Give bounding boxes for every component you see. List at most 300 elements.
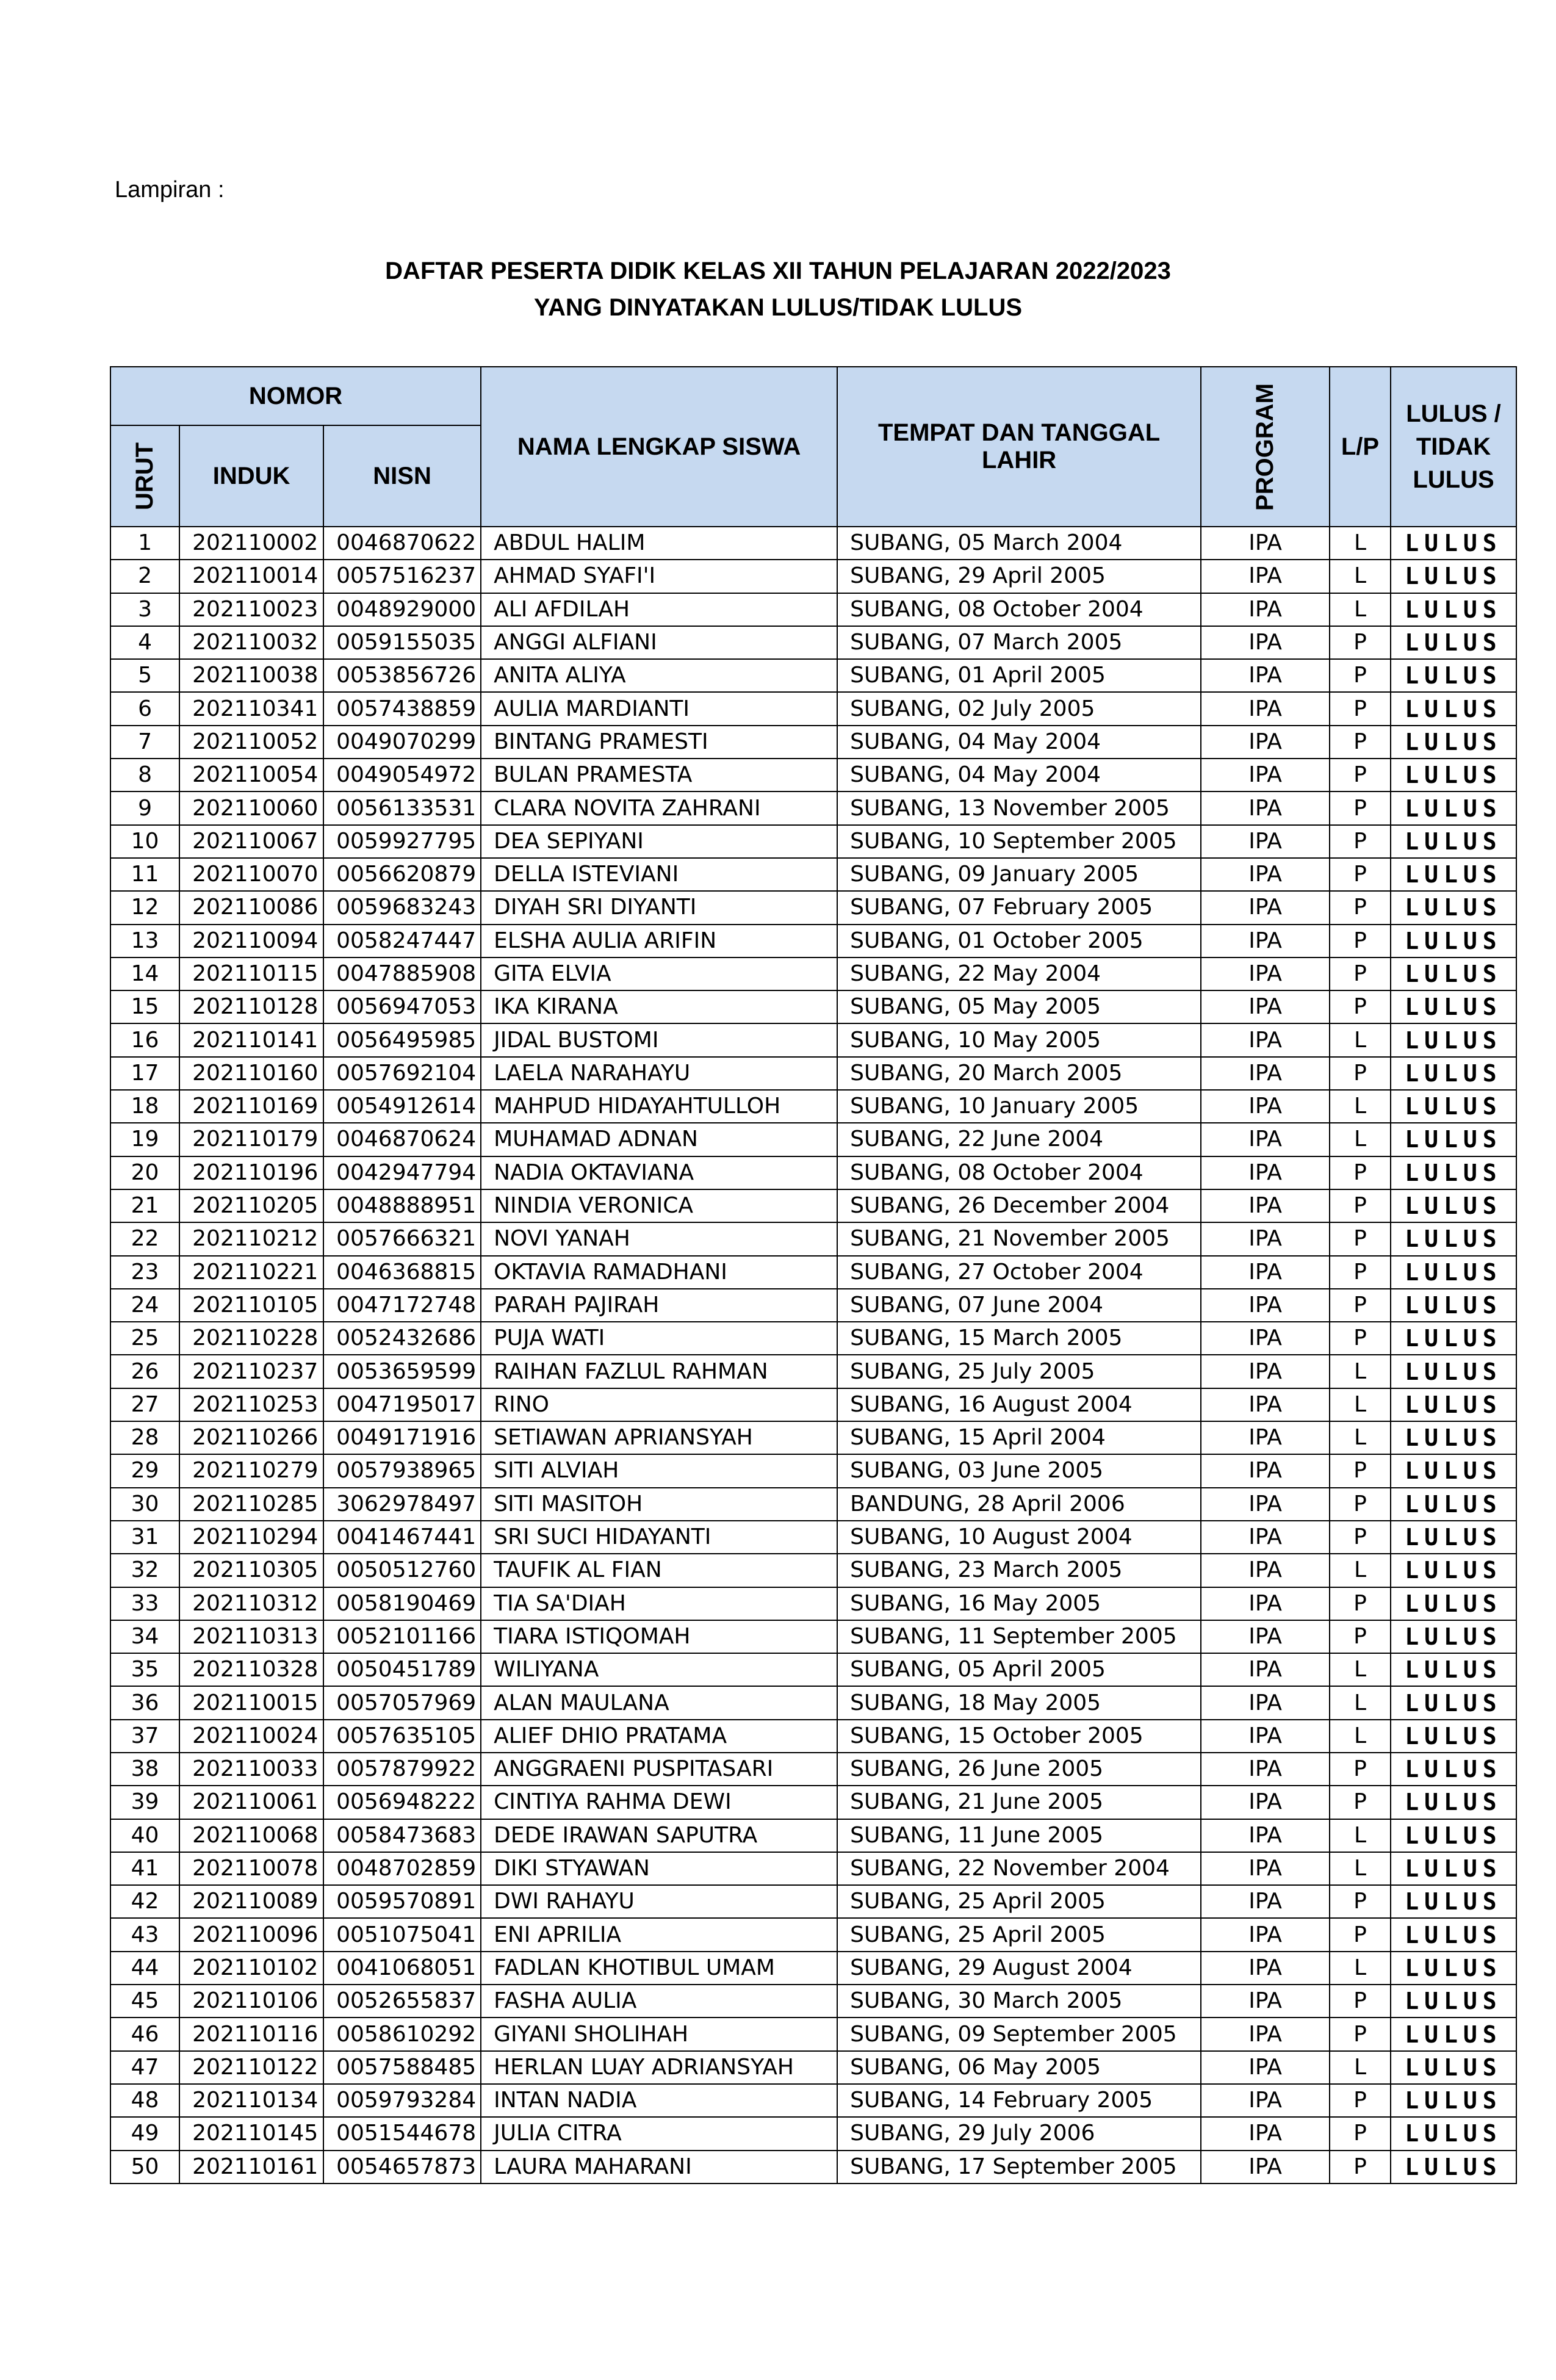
header-status [1391,367,1516,527]
row-nisn: 0053856726 [323,659,481,692]
row-nisn: 0058610292 [323,2018,481,2050]
row-nisn: 0056947053 [323,990,481,1023]
row-induk: 202110196 [179,1156,323,1189]
row-nisn: 0049054972 [323,759,481,792]
row-ttl: SUBANG, 15 March 2005 [837,1322,1201,1355]
row-urut: 4 [110,626,179,659]
row-program: IPA [1201,925,1330,957]
row-urut: 37 [110,1720,179,1753]
row-nama: OKTAVIA RAMADHANI [481,1256,837,1289]
row-urut: 35 [110,1653,179,1686]
row-nama: TIA SA'DIAH [481,1587,837,1620]
table-row [110,659,1516,692]
row-lp: L [1330,1819,1391,1852]
row-nama: ALIEF DHIO PRATAMA [481,1720,837,1753]
row-ttl: SUBANG, 10 May 2005 [837,1023,1201,1056]
row-induk: 202110161 [179,2151,323,2183]
row-nama: SITI MASITOH [481,1488,837,1521]
row-lp: P [1330,1256,1391,1289]
row-nisn: 0048702859 [323,1852,481,1885]
table-row [110,990,1516,1023]
row-program: IPA [1201,1023,1330,1056]
row-nisn: 0058247447 [323,925,481,957]
row-nama: JULIA CITRA [481,2117,837,2150]
row-nisn: 0050451789 [323,1653,481,1686]
row-lp: P [1330,2084,1391,2117]
row-nisn: 0057516237 [323,560,481,593]
row-urut: 18 [110,1090,179,1123]
row-nama: GITA ELVIA [481,957,837,990]
row-lp: L [1330,1123,1391,1156]
row-program: IPA [1201,1686,1330,1719]
row-status: LULUS [1391,593,1516,626]
row-nama: AULIA MARDIANTI [481,692,837,725]
row-induk: 202110096 [179,1918,323,1951]
row-urut: 33 [110,1587,179,1620]
row-induk: 202110106 [179,1985,323,2018]
table-row [110,1587,1516,1620]
row-induk: 202110015 [179,1686,323,1719]
row-status: LULUS [1391,1222,1516,1255]
table-row [110,1554,1516,1587]
header-nama: NAMA LENGKAP SISWA [481,367,837,527]
row-urut: 23 [110,1256,179,1289]
table-row [110,1786,1516,1819]
header-program [1201,367,1330,527]
row-nisn: 0046368815 [323,1256,481,1289]
table-row [110,957,1516,990]
table-row [110,2051,1516,2084]
table-row [110,527,1516,560]
row-lp: P [1330,1222,1391,1255]
row-urut: 29 [110,1454,179,1487]
row-urut: 7 [110,726,179,759]
row-ttl: SUBANG, 08 October 2004 [837,1156,1201,1189]
row-status: LULUS [1391,527,1516,560]
row-nisn: 0059155035 [323,626,481,659]
row-induk: 202110023 [179,593,323,626]
table-row [110,891,1516,924]
row-lp: L [1330,1421,1391,1454]
table-row [110,1189,1516,1222]
row-ttl: SUBANG, 05 May 2005 [837,990,1201,1023]
row-lp: P [1330,825,1391,858]
row-urut: 48 [110,2084,179,2117]
header-status-line1: LULUS / [1406,400,1501,427]
row-program: IPA [1201,1753,1330,1786]
header-lp: L/P [1330,367,1391,527]
header-nomor: NOMOR [110,367,481,425]
row-lp: L [1330,527,1391,560]
attachment-label: Lampiran : [115,177,225,203]
row-ttl: SUBANG, 11 June 2005 [837,1819,1201,1852]
row-status: LULUS [1391,1985,1516,2018]
row-nisn: 0054912614 [323,1090,481,1123]
row-ttl: SUBANG, 18 May 2005 [837,1686,1201,1719]
row-urut: 36 [110,1686,179,1719]
row-status: LULUS [1391,1852,1516,1885]
row-nama: INTAN NADIA [481,2084,837,2117]
row-status: LULUS [1391,1488,1516,1521]
row-induk: 202110341 [179,692,323,725]
row-ttl: SUBANG, 15 October 2005 [837,1720,1201,1753]
row-ttl: SUBANG, 22 May 2004 [837,957,1201,990]
row-lp: P [1330,659,1391,692]
row-nisn: 0046870622 [323,527,481,560]
row-lp: L [1330,560,1391,593]
row-program: IPA [1201,527,1330,560]
row-ttl: SUBANG, 29 August 2004 [837,1952,1201,1985]
row-nama: CLARA NOVITA ZAHRANI [481,792,837,824]
row-ttl: SUBANG, 10 August 2004 [837,1521,1201,1554]
table-row [110,1256,1516,1289]
row-program: IPA [1201,726,1330,759]
row-ttl: SUBANG, 23 March 2005 [837,1554,1201,1587]
row-program: IPA [1201,2018,1330,2050]
row-nama: DEA SEPIYANI [481,825,837,858]
row-induk: 202110024 [179,1720,323,1753]
row-induk: 202110060 [179,792,323,824]
row-lp: P [1330,1918,1391,1951]
row-induk: 202110205 [179,1189,323,1222]
row-induk: 202110078 [179,1852,323,1885]
row-nama: RAIHAN FAZLUL RAHMAN [481,1355,837,1388]
row-nama: PARAH PAJIRAH [481,1289,837,1322]
row-program: IPA [1201,1189,1330,1222]
table-row [110,2018,1516,2050]
row-induk: 202110002 [179,527,323,560]
row-nisn: 0058190469 [323,1587,481,1620]
row-ttl: SUBANG, 07 March 2005 [837,626,1201,659]
row-induk: 202110279 [179,1454,323,1487]
table-row [110,1653,1516,1686]
table-row [110,560,1516,593]
row-status: LULUS [1391,825,1516,858]
row-lp: P [1330,1488,1391,1521]
table-row [110,1985,1516,2018]
table-row [110,1454,1516,1487]
row-urut: 14 [110,957,179,990]
row-nisn: 0047195017 [323,1388,481,1421]
row-urut: 5 [110,659,179,692]
table-row [110,1521,1516,1554]
row-program: IPA [1201,1819,1330,1852]
row-program: IPA [1201,1421,1330,1454]
row-status: LULUS [1391,1620,1516,1653]
row-urut: 31 [110,1521,179,1554]
table-row [110,1057,1516,1090]
table-row [110,2117,1516,2150]
row-ttl: SUBANG, 09 September 2005 [837,2018,1201,2050]
row-induk: 202110038 [179,659,323,692]
row-nama: DIYAH SRI DIYANTI [481,891,837,924]
row-status: LULUS [1391,726,1516,759]
row-program: IPA [1201,659,1330,692]
table-row [110,1885,1516,1918]
row-status: LULUS [1391,1156,1516,1189]
row-induk: 202110122 [179,2051,323,2084]
row-urut: 34 [110,1620,179,1653]
student-table [110,366,1517,2184]
row-nama: ENI APRILIA [481,1918,837,1951]
row-nama: FADLAN KHOTIBUL UMAM [481,1952,837,1985]
row-program: IPA [1201,1123,1330,1156]
row-ttl: SUBANG, 29 April 2005 [837,560,1201,593]
row-nama: NADIA OKTAVIANA [481,1156,837,1189]
row-ttl: SUBANG, 10 September 2005 [837,825,1201,858]
row-status: LULUS [1391,1388,1516,1421]
row-induk: 202110102 [179,1952,323,1985]
row-program: IPA [1201,759,1330,792]
row-program: IPA [1201,560,1330,593]
row-ttl: SUBANG, 16 May 2005 [837,1587,1201,1620]
row-lp: P [1330,2117,1391,2150]
row-program: IPA [1201,891,1330,924]
row-status: LULUS [1391,858,1516,891]
row-lp: L [1330,1554,1391,1587]
table-row [110,1156,1516,1189]
row-urut: 16 [110,1023,179,1056]
row-urut: 49 [110,2117,179,2150]
row-lp: L [1330,1720,1391,1753]
table-row [110,1388,1516,1421]
table-row [110,1123,1516,1156]
row-urut: 21 [110,1189,179,1222]
row-lp: P [1330,1322,1391,1355]
row-urut: 47 [110,2051,179,2084]
row-induk: 202110094 [179,925,323,957]
row-urut: 19 [110,1123,179,1156]
row-nama: TIARA ISTIQOMAH [481,1620,837,1653]
table-row [110,1918,1516,1951]
row-status: LULUS [1391,1322,1516,1355]
row-status: LULUS [1391,957,1516,990]
row-program: IPA [1201,1156,1330,1189]
row-nisn: 0051075041 [323,1918,481,1951]
row-lp: L [1330,1355,1391,1388]
table-row [110,925,1516,957]
row-lp: P [1330,858,1391,891]
row-status: LULUS [1391,1786,1516,1819]
table-row [110,1023,1516,1056]
row-program: IPA [1201,2084,1330,2117]
row-induk: 202110086 [179,891,323,924]
row-program: IPA [1201,1454,1330,1487]
row-status: LULUS [1391,560,1516,593]
row-ttl: SUBANG, 09 January 2005 [837,858,1201,891]
row-lp: P [1330,1521,1391,1554]
row-nama: ANGGI ALFIANI [481,626,837,659]
row-induk: 202110313 [179,1620,323,1653]
row-program: IPA [1201,692,1330,725]
row-induk: 202110145 [179,2117,323,2150]
row-urut: 38 [110,1753,179,1786]
row-status: LULUS [1391,1720,1516,1753]
row-nama: DWI RAHAYU [481,1885,837,1918]
row-status: LULUS [1391,759,1516,792]
header-nisn: NISN [323,425,481,527]
row-ttl: SUBANG, 16 August 2004 [837,1388,1201,1421]
header-program-label: PROGRAM [1252,383,1279,511]
header-ttl: TEMPAT DAN TANGGAL LAHIR [837,367,1201,527]
row-nama: ALI AFDILAH [481,593,837,626]
row-nama: CINTIYA RAHMA DEWI [481,1786,837,1819]
row-program: IPA [1201,2051,1330,2084]
row-nama: NINDIA VERONICA [481,1189,837,1222]
row-program: IPA [1201,1057,1330,1090]
row-nisn: 0057635105 [323,1720,481,1753]
row-urut: 50 [110,2151,179,2183]
table-row [110,1289,1516,1322]
row-urut: 43 [110,1918,179,1951]
row-nama: AHMAD SYAFI'I [481,560,837,593]
row-urut: 8 [110,759,179,792]
row-nisn: 0057879922 [323,1753,481,1786]
row-program: IPA [1201,957,1330,990]
row-urut: 25 [110,1322,179,1355]
table-row [110,858,1516,891]
row-induk: 202110253 [179,1388,323,1421]
row-ttl: SUBANG, 11 September 2005 [837,1620,1201,1653]
row-urut: 12 [110,891,179,924]
row-nisn: 0052432686 [323,1322,481,1355]
row-urut: 46 [110,2018,179,2050]
row-program: IPA [1201,626,1330,659]
row-nisn: 0056133531 [323,792,481,824]
row-nisn: 0059927795 [323,825,481,858]
header-induk: INDUK [179,425,323,527]
row-ttl: SUBANG, 07 June 2004 [837,1289,1201,1322]
row-program: IPA [1201,593,1330,626]
row-program: IPA [1201,1355,1330,1388]
row-program: IPA [1201,1488,1330,1521]
row-program: IPA [1201,2151,1330,2183]
table-row [110,825,1516,858]
row-lp: P [1330,1156,1391,1189]
row-nama: ALAN MAULANA [481,1686,837,1719]
row-ttl: BANDUNG, 28 April 2006 [837,1488,1201,1521]
table-row [110,1753,1516,1786]
row-program: IPA [1201,1852,1330,1885]
row-lp: L [1330,1090,1391,1123]
row-status: LULUS [1391,925,1516,957]
row-ttl: SUBANG, 22 November 2004 [837,1852,1201,1885]
row-program: IPA [1201,1090,1330,1123]
table-row [110,2084,1516,2117]
row-nama: MUHAMAD ADNAN [481,1123,837,1156]
row-nisn: 0056620879 [323,858,481,891]
row-ttl: SUBANG, 26 December 2004 [837,1189,1201,1222]
row-lp: P [1330,1057,1391,1090]
row-program: IPA [1201,1587,1330,1620]
row-status: LULUS [1391,792,1516,824]
row-nisn: 0048929000 [323,593,481,626]
row-urut: 20 [110,1156,179,1189]
table-row [110,792,1516,824]
table-row [110,1222,1516,1255]
row-status: LULUS [1391,2051,1516,2084]
row-nisn: 0057057969 [323,1686,481,1719]
table-row [110,759,1516,792]
row-ttl: SUBANG, 01 October 2005 [837,925,1201,957]
row-nisn: 0054657873 [323,2151,481,2183]
row-urut: 1 [110,527,179,560]
row-program: IPA [1201,1985,1330,2018]
row-lp: P [1330,1786,1391,1819]
row-induk: 202110128 [179,990,323,1023]
row-lp: P [1330,759,1391,792]
table-row [110,1090,1516,1123]
row-lp: P [1330,891,1391,924]
row-induk: 202110061 [179,1786,323,1819]
row-induk: 202110169 [179,1090,323,1123]
row-nisn: 0042947794 [323,1156,481,1189]
row-induk: 202110105 [179,1289,323,1322]
table-row [110,1686,1516,1719]
row-lp: P [1330,792,1391,824]
row-urut: 6 [110,692,179,725]
row-nisn: 0056948222 [323,1786,481,1819]
row-induk: 202110134 [179,2084,323,2117]
row-lp: P [1330,1587,1391,1620]
row-status: LULUS [1391,1057,1516,1090]
document-title: DAFTAR PESERTA DIDIK KELAS XII TAHUN PELAJARAN 2022/2023 [385,258,1171,284]
row-urut: 27 [110,1388,179,1421]
row-status: LULUS [1391,1885,1516,1918]
header-status-line3: LULUS [1413,466,1494,493]
row-urut: 26 [110,1355,179,1388]
row-nisn: 0046870624 [323,1123,481,1156]
row-nama: BINTANG PRAMESTI [481,726,837,759]
row-urut: 13 [110,925,179,957]
row-program: IPA [1201,1885,1330,1918]
table-row [110,692,1516,725]
row-ttl: SUBANG, 15 April 2004 [837,1421,1201,1454]
row-nisn: 0059793284 [323,2084,481,2117]
table-row [110,1952,1516,1985]
row-ttl: SUBANG, 04 May 2004 [837,759,1201,792]
row-nama: DELLA ISTEVIANI [481,858,837,891]
row-nama: WILIYANA [481,1653,837,1686]
table-row [110,1720,1516,1753]
row-nisn: 0057438859 [323,692,481,725]
row-induk: 202110221 [179,1256,323,1289]
row-lp: P [1330,1985,1391,2018]
row-program: IPA [1201,1720,1330,1753]
row-induk: 202110054 [179,759,323,792]
row-urut: 45 [110,1985,179,2018]
row-urut: 2 [110,560,179,593]
row-program: IPA [1201,2117,1330,2150]
row-lp: P [1330,692,1391,725]
row-lp: P [1330,1620,1391,1653]
row-urut: 22 [110,1222,179,1255]
row-nama: RINO [481,1388,837,1421]
row-program: IPA [1201,1786,1330,1819]
row-status: LULUS [1391,891,1516,924]
row-induk: 202110312 [179,1587,323,1620]
row-induk: 202110068 [179,1819,323,1852]
row-lp: P [1330,1289,1391,1322]
row-urut: 41 [110,1852,179,1885]
row-induk: 202110070 [179,858,323,891]
row-lp: P [1330,626,1391,659]
row-lp: L [1330,1653,1391,1686]
row-status: LULUS [1391,1753,1516,1786]
row-induk: 202110266 [179,1421,323,1454]
row-lp: P [1330,1189,1391,1222]
row-program: IPA [1201,825,1330,858]
